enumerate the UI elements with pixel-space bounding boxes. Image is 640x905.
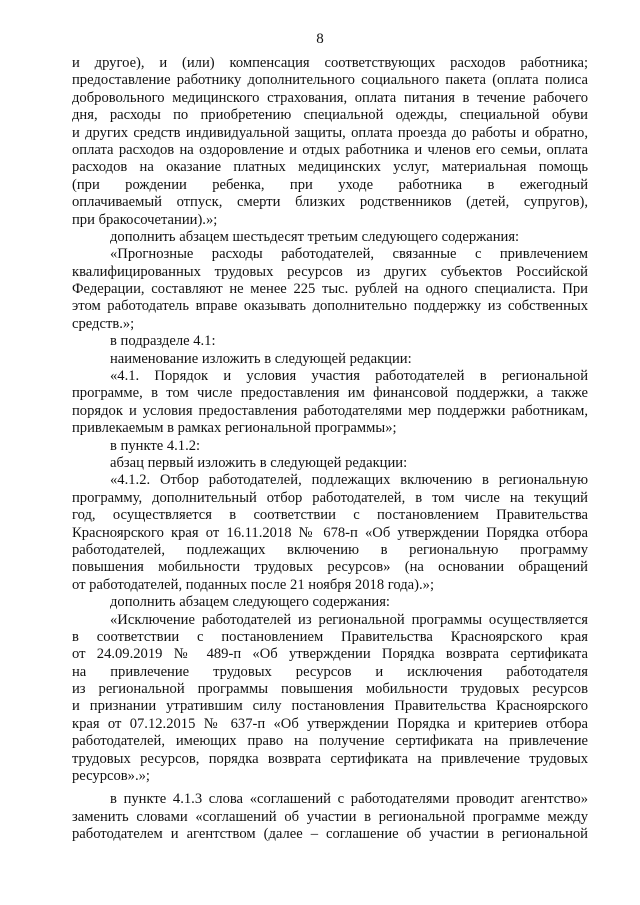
text-line: края от 07.12.2015 № 637-п «Об утверждении Порядка и критериев отбора bbox=[72, 715, 588, 732]
document-body bbox=[72, 55, 588, 844]
text-line: в подразделе 4.1: bbox=[110, 333, 216, 350]
text-line: программе, в том числе предоставления им финансовой поддержки, а также bbox=[72, 385, 588, 402]
text-line: абзац первый изложить в следующей редакции: bbox=[110, 454, 408, 471]
text-line: «Прогнозные расходы работодателей, связанные с привлечением bbox=[110, 246, 588, 263]
text-line: в соответствии с постановлением Правительства Красноярского края bbox=[72, 628, 588, 645]
text-line: ресурсов».»; bbox=[72, 768, 150, 785]
text-line: расходов на оказание платных медицинских услуг, материальная помощь bbox=[72, 159, 588, 176]
text-line: заменить словами «соглашений об участии в региональной программе между bbox=[72, 808, 588, 825]
text-line: программу, дополнительный отбор работодателей, в том числе на текущий bbox=[72, 489, 588, 506]
text-line: повышения мобильности трудовых ресурсов» (на основании обращений bbox=[72, 559, 588, 576]
text-line: оплачиваемый отпуск, смерти близких родственников (детей, супругов), bbox=[72, 194, 588, 211]
text-line: привлекаемым в рамках региональной программы»; bbox=[72, 420, 397, 437]
text-line: Федерации, составляют не менее 225 тыс. рублей на одного специалиста. При bbox=[72, 281, 588, 298]
text-line: в пункте 4.1.2: bbox=[110, 437, 201, 454]
text-line: этом работодатель вправе оказывать дополнительно поддержку из собственных bbox=[72, 298, 588, 315]
text-line: наименование изложить в следующей редакции: bbox=[110, 350, 412, 367]
text-line: дополнить абзацем следующего содержания: bbox=[110, 594, 390, 611]
text-line: в пункте 4.1.3 слова «соглашений с работодателями проводит агентство» bbox=[110, 791, 588, 808]
text-line: и других средств индивидуальной защиты, оплата проезда до работы и обратно, bbox=[72, 124, 588, 141]
text-line: при бракосочетании).»; bbox=[72, 211, 218, 228]
text-line: средств.»; bbox=[72, 315, 135, 332]
text-line: и признании утратившим силу постановления Правительства Красноярского bbox=[72, 698, 588, 715]
text-line: (при рождении ребенка, при уходе работника в ежегодный bbox=[72, 176, 588, 193]
text-line: от работодателей, поданных после 21 ноября 2018 года).»; bbox=[72, 576, 435, 593]
text-line: на привлечение трудовых ресурсов и исключения работодателя bbox=[72, 663, 588, 680]
text-line: и другое), и (или) компенсация соответствующих расходов работника; bbox=[72, 55, 588, 71]
text-line: оплата расходов на оздоровление и отдых работника и членов его семьи, оплата bbox=[72, 141, 588, 158]
text-line: дополнить абзацем шестьдесят третьим следующего содержания: bbox=[110, 228, 520, 245]
text-line: «4.1.2. Отбор работодателей, подлежащих включению в региональную bbox=[110, 472, 588, 489]
text-line: работодателей, имеющих право на получение сертификата на привлечение bbox=[72, 733, 588, 750]
text-line: работодателем и агентством (далее – соглашение об участии в региональной bbox=[72, 826, 588, 843]
text-line: работодателей, подлежащих включению в региональную программу bbox=[72, 541, 588, 558]
text-line: дня, расходы по приобретению специальной одежды, специальной обуви bbox=[72, 107, 588, 124]
text-line: год, осуществляется в соответствии с постановлением Правительства bbox=[72, 507, 588, 524]
text-line: трудовых ресурсов, порядка возврата сертификата на привлечение трудовых bbox=[72, 750, 588, 767]
text-line: от 24.09.2019 № 489-п «Об утверждении Порядка возврата сертификата bbox=[72, 646, 588, 663]
text-line: квалифицированных трудовых ресурсов из других субъектов Российской bbox=[72, 263, 588, 280]
text-line: порядок и условия предоставления работодателями мер поддержки работникам, bbox=[72, 402, 588, 419]
text-line: Красноярского края от 16.11.2018 № 678-п «Об утверждении Порядка отбора bbox=[72, 524, 588, 541]
text-line: предоставление работнику дополнительного социального пакета (оплата полиса bbox=[72, 72, 588, 89]
text-line: добровольного медицинского страхования, оплата питания в течение рабочего bbox=[72, 89, 588, 106]
text-line: «4.1. Порядок и условия участия работодателей в региональной bbox=[110, 368, 588, 385]
text-line: из региональной программы повышения мобильности трудовых ресурсов bbox=[72, 681, 588, 698]
text-line: «Исключение работодателей из региональной программы осуществляется bbox=[110, 611, 588, 628]
page-number: 8 bbox=[316, 31, 324, 47]
